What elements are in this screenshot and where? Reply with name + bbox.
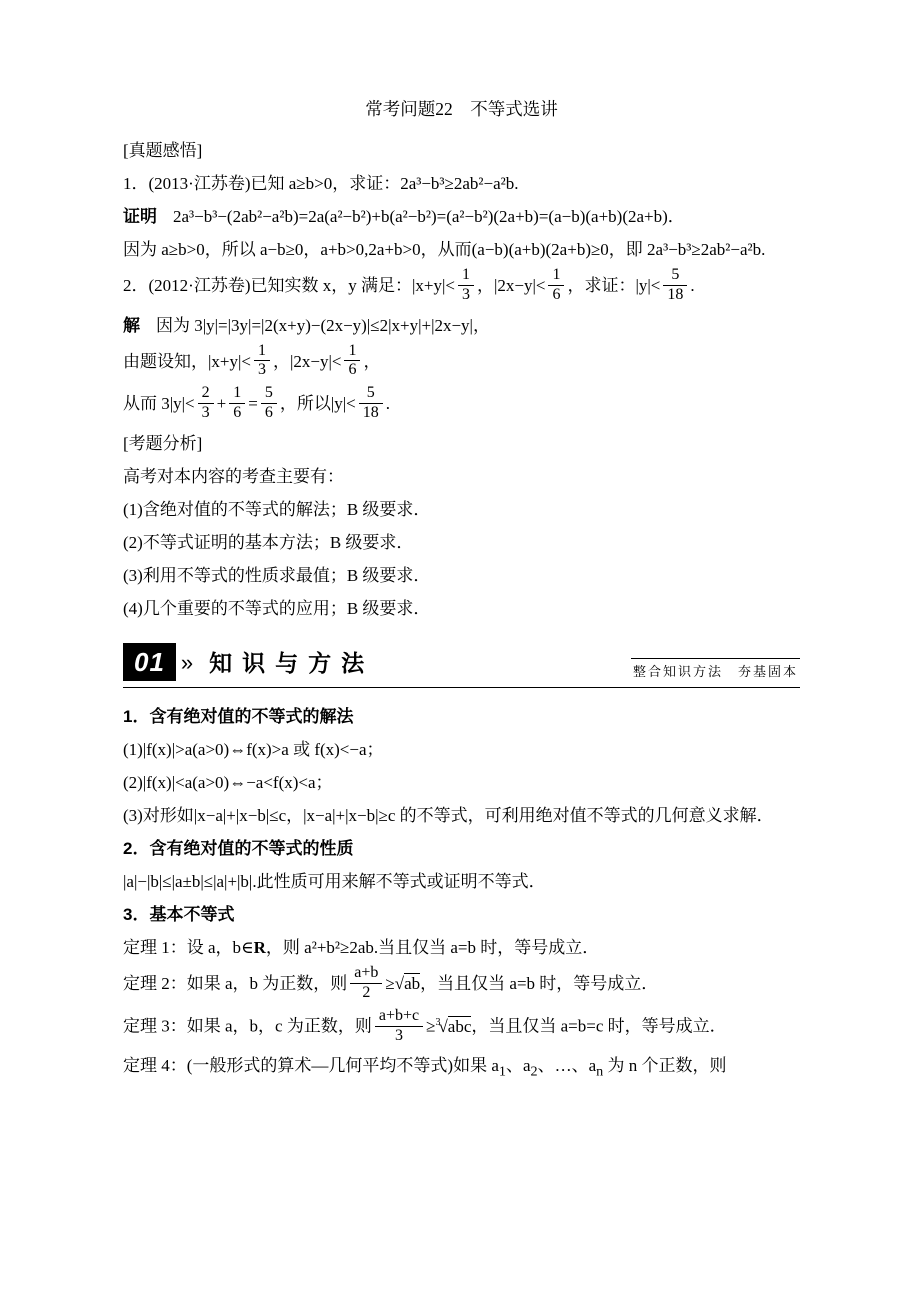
theorem-text: ，则 a²+b²≥2ab.当且仅当 a=b 时，等号成立． [265,937,600,957]
solution-label: 解 [123,315,140,335]
problem1-proof [123,200,800,233]
theorem-text: ≥ [426,1017,436,1037]
fraction [359,385,383,422]
radicand: abc [447,1017,472,1037]
problem1-statement: 1．(2013·江苏卷)已知 a≥b>0，求证：2a³−b³≥2ab²−a²b. [123,174,519,193]
knowledge-heading-2: 2．含有绝对值的不等式的性质 [123,838,354,858]
solution-line1 [123,309,800,342]
proof-label: 证明 [123,207,157,226]
fraction-numerator: 5 [264,384,273,402]
radical-sign-icon [438,1017,447,1036]
theorem-text: 定理 4：(一般形式的算术—几何平均不等式)如果 a [123,1056,499,1076]
fraction-denominator: 6 [261,403,277,422]
theorem-text: 为 n 个正数，则 [603,1056,727,1076]
fraction [375,1008,423,1045]
set-symbol-R: R [253,937,266,957]
theorem-4 [123,1049,800,1088]
fraction [344,343,360,380]
theorem-text: 、…、a [537,1056,597,1076]
solution-text: ，所以|y|< [279,394,356,414]
page-title: 常考问题22 不等式选讲 [365,99,558,119]
solution-text: = [248,394,258,414]
fraction [548,267,564,304]
problem2-text: ，|2x−y|< [476,276,546,296]
square-root [395,973,420,993]
fraction-denominator: 2 [350,983,382,1002]
proof-body: 2a³−b³−(2ab²−a²b)=2a(a²−b²)+b(a²−b²)=(a²−b²)(2a+b)=(a−b)(a+b)(2a+b)． [173,207,685,226]
theorem-text: ，当且仅当 a=b 时，等号成立． [420,973,659,993]
fraction-numerator: 5 [366,384,375,402]
subscript: 1 [498,1063,506,1080]
theorem-text: ，当且仅当 a=b=c 时，等号成立． [471,1017,727,1037]
section-number-badge: 01 [123,643,176,681]
theorem-text: 定理 1：设 a，b∈ [123,937,254,957]
knowledge-item: (3)对形如|x−a|+|x−b|≤c，|x−a|+|x−b|≥c 的不等式，可利用绝对值不等式的几何意义求解． [123,805,774,825]
kaoti-item: (1)含绝对值的不等式的解法；B 级要求． [123,499,431,519]
fraction-denominator: 3 [254,360,270,379]
fraction-numerator: 1 [552,266,561,283]
fraction-numerator: a+b [354,963,379,981]
theorem-text: 定理 3：如果 a，b，c 为正数，则 [123,1017,372,1037]
theorem-1 [123,931,800,964]
fraction-denominator: 3 [198,403,214,422]
fraction-denominator: 6 [229,403,245,422]
fraction-numerator: 1 [348,341,357,359]
fraction-numerator: 1 [233,384,242,402]
fraction [458,267,474,304]
solution-text: ，|2x−y|< [272,351,342,371]
problem2-statement [123,266,800,309]
fraction [350,965,382,1002]
solution-line3 [123,384,800,427]
fraction [229,385,245,422]
knowledge-item: (1)|f(x)|>a(a>0)⇔f(x)>a 或 f(x)<−a； [123,739,384,759]
kaoti-item: (2)不等式证明的基本方法；B 级要求． [123,532,414,552]
knowledge-heading-1: 1．含有绝对值的不等式的解法 [123,706,354,726]
fraction-numerator: a+b+c [378,1006,420,1024]
solution-line2 [123,342,800,385]
fraction-denominator: 3 [458,285,474,304]
fraction-denominator: 18 [359,403,383,422]
fraction-numerator: 1 [461,266,470,283]
kaoti-intro: 高考对本内容的考查主要有： [123,466,344,486]
fraction-denominator: 3 [375,1026,423,1045]
theorem-3 [123,1006,800,1049]
theorem-text: 、a [505,1056,531,1076]
chevron-right-icon: » [180,649,194,675]
solution-text: 因为 3|y|=|3y|=|2(x+y)−(2x−y)|≤2|x+y|+|2x−y|， [156,315,490,335]
fraction [663,267,687,304]
solution-text: + [216,394,227,414]
radicand: ab [404,973,421,993]
fraction-denominator: 6 [344,360,360,379]
subscript: 2 [530,1063,538,1080]
fraction-denominator: 18 [663,285,687,304]
solution-text: . [385,394,390,414]
problem2-text: . [690,276,695,296]
section-header-kaoti: [考题分析] [123,433,203,453]
fraction-denominator: 6 [548,285,564,304]
theorem-2 [123,964,800,1007]
theorem-text: 定理 2：如果 a，b 为正数，则 [123,973,348,993]
kaoti-item: (4)几个重要的不等式的应用；B 级要求． [123,598,431,618]
kaoti-item: (3)利用不等式的性质求最值；B 级要求． [123,565,431,585]
knowledge-item: (2)|f(x)|<a(a>0)⇔−a<f(x)<a； [123,772,333,792]
fraction-numerator: 5 [671,266,680,283]
fraction [261,385,277,422]
section-slogan: 整合知识方法 夯基固本 [631,658,800,681]
solution-text: 从而 3|y|< [123,394,195,414]
fraction-numerator: 2 [201,384,210,402]
fraction-numerator: 1 [257,341,266,359]
knowledge-item: |a|−|b|≤|a±b|≤|a|+|b|.此性质可用来解不等式或证明不等式． [123,871,546,891]
cube-root [435,1017,471,1036]
problem2-text: ，求证：|y|< [567,276,661,296]
fraction [198,385,214,422]
fraction [254,343,270,380]
theorem-text: ≥ [385,973,395,993]
problem2-text: 2．(2012·江苏卷)已知实数 x，y 满足：|x+y|< [123,276,455,296]
solution-text: ， [363,351,381,371]
section-banner [123,643,800,688]
solution-text: 由题设知，|x+y|< [123,351,251,371]
section-header-zhenti: [真题感悟] [123,141,203,160]
problem1-reasoning: 因为 a≥b>0，所以 a−b≥0，a+b>0,2a+b>0，从而(a−b)(a+b)(2a+b)≥0，即 2a³−b³≥2ab²−a²b. [123,240,766,259]
section-title: 知识与方法 [209,649,375,676]
root-index: 3 [435,1017,441,1029]
knowledge-heading-3: 3．基本不等式 [123,904,235,924]
radical-sign-icon [395,974,404,993]
subscript: n [596,1063,604,1080]
